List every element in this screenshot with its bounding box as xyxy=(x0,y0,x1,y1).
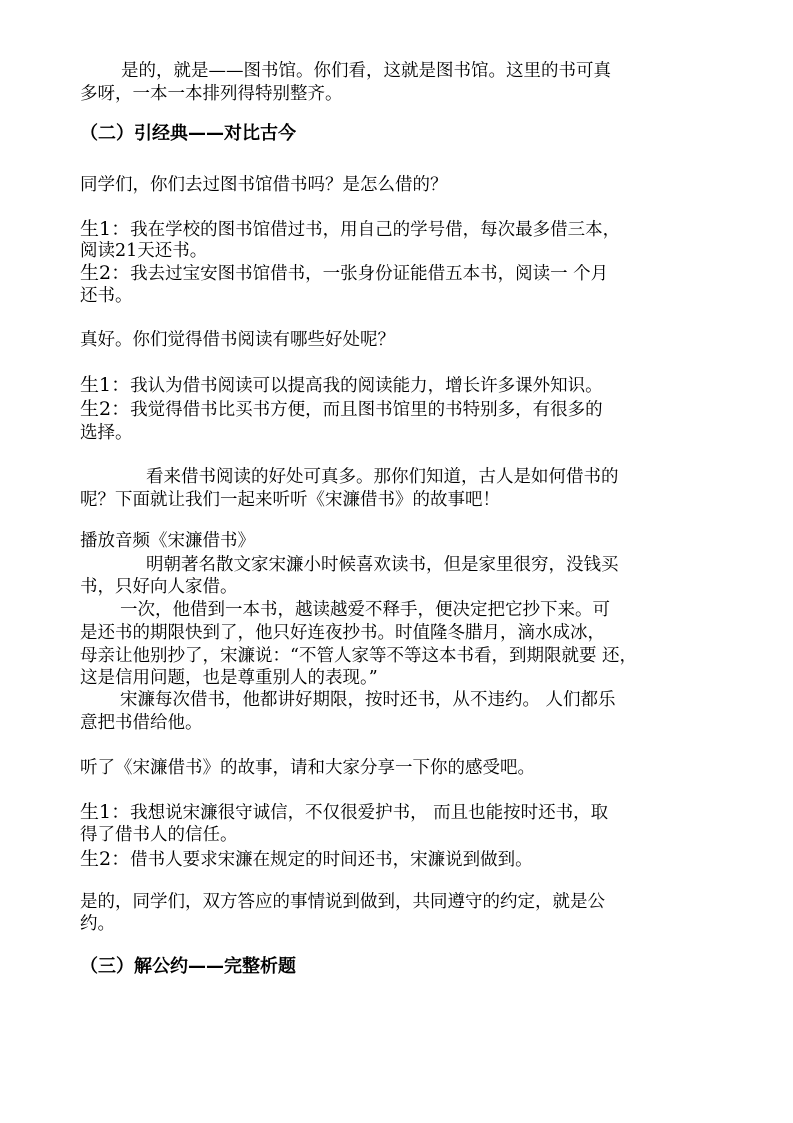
student-answer-2 xyxy=(80,848,730,871)
story-line: 母亲让他别抄了，宋濂说：“不管人家等不等这本书看，到期限就要 还， xyxy=(80,646,638,666)
story-line: 宋濂每次借书，他都讲好期限，按时还书，从不违约。 人们都乐 xyxy=(120,690,616,710)
story-line: 一次，他借到一本书，越读越爱不释手，便决定把它抄下来。可 xyxy=(120,600,610,620)
story-line: 意把书借给他。 xyxy=(80,713,203,733)
student-label: 生2： xyxy=(80,848,131,870)
story-line: 明朝著名散文家宋濂小时候喜欢读书，但是家里很穷，没钱买 xyxy=(146,555,619,575)
teacher-question: 听了《宋濂借书》的故事，请和大家分享一下你的感受吧。 xyxy=(80,758,535,778)
teacher-question: 真好。你们觉得借书阅读有哪些好处呢？ xyxy=(80,330,395,350)
student-answer-1 xyxy=(80,374,730,397)
student-label: 生1： xyxy=(80,801,131,823)
intro-line-1: 是的，就是——图书馆。你们看，这就是图书馆。这里的书可真 xyxy=(121,61,611,81)
answer-continuation: 选择。 xyxy=(80,423,133,443)
answer-text: 我想说宋濂很守诚信，不仅很爱护书， 而且也能按时还书，取 xyxy=(130,803,609,823)
transition-line-2: 呢？下面就让我们一起来听听《宋濂借书》的故事吧！ xyxy=(80,490,500,510)
student-label: 生2： xyxy=(80,398,131,420)
story-line: 书，只好向人家借。 xyxy=(80,577,238,597)
student-label: 生2： xyxy=(80,262,131,284)
transition-line-1: 看来借书阅读的好处可真多。那你们知道，古人是如何借书的 xyxy=(146,467,619,487)
summary-line-1: 是的，同学们，双方答应的事情说到做到，共同遵守的约定，就是公 xyxy=(80,892,605,912)
student-answer-1 xyxy=(80,801,730,824)
student-answer-2 xyxy=(80,398,730,421)
student-label: 生1： xyxy=(80,374,131,396)
answer-continuation: 阅读21天还书。 xyxy=(80,241,208,261)
summary-line-2: 约。 xyxy=(80,914,115,934)
teacher-question: 同学们，你们去过图书馆借书吗？是怎么借的？ xyxy=(80,175,448,195)
intro-line-2: 多呀，一本一本排列得特别整齐。 xyxy=(80,84,343,104)
audio-title: 播放音频《宋濂借书》 xyxy=(80,531,255,551)
answer-text: 借书人要求宋濂在规定的时间还书，宋濂说到做到。 xyxy=(130,850,533,870)
answer-continuation: 还书。 xyxy=(80,286,133,306)
story-line: 这是信用问题，也是尊重别人的表现。” xyxy=(80,668,378,688)
answer-continuation: 得了借书人的信任。 xyxy=(80,825,238,845)
answer-text: 我觉得借书比买书方便，而且图书馆里的书特别多，有很多的 xyxy=(130,400,603,420)
section-heading: （二）引经典——对比古今 xyxy=(80,123,296,144)
answer-text: 我认为借书阅读可以提高我的阅读能力，增长许多课外知识。 xyxy=(130,376,603,396)
student-label: 生1： xyxy=(80,218,131,240)
answer-text: 我去过宝安图书馆借书，一张身份证能借五本书，阅读一 个月 xyxy=(130,264,609,284)
student-answer-1 xyxy=(80,218,730,241)
answer-text: 我在学校的图书馆借过书，用自己的学号借，每次最多借三本， xyxy=(130,220,621,240)
student-answer-2 xyxy=(80,262,730,285)
story-line: 是还书的期限快到了，他只好连夜抄书。时值隆冬腊月，滴水成冰， xyxy=(80,623,605,643)
section-heading: （三）解公约——完整析题 xyxy=(80,956,296,977)
